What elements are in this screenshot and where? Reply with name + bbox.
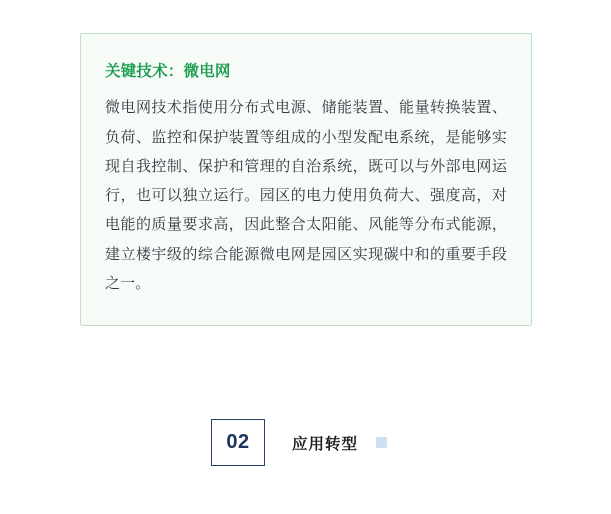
section-heading xyxy=(211,419,387,466)
decorative-square-icon xyxy=(376,437,387,448)
section-number: 02 xyxy=(226,431,250,453)
section-title: 应用转型 xyxy=(292,435,359,453)
section-number-box xyxy=(211,419,265,466)
key-technology-callout xyxy=(80,33,532,326)
callout-title: 关键技术：微电网 xyxy=(105,63,231,80)
callout-body-text: 微电网技术指使用分布式电源、储能装置、能量转换装置、负荷、监控和保护装置等组成的小型发配电系统，是能够实现自我控制、保护和管理的自治系统，既可以与外部电网运行，也可以独立运行。园区的电力使用负荷大、强度高，对电能的质量要求高，因此整合太阳能、风能等分布式能源，建立楼宇级的综合能源微电网是园区实现碳中和的重要手段之一。 xyxy=(105,99,507,292)
